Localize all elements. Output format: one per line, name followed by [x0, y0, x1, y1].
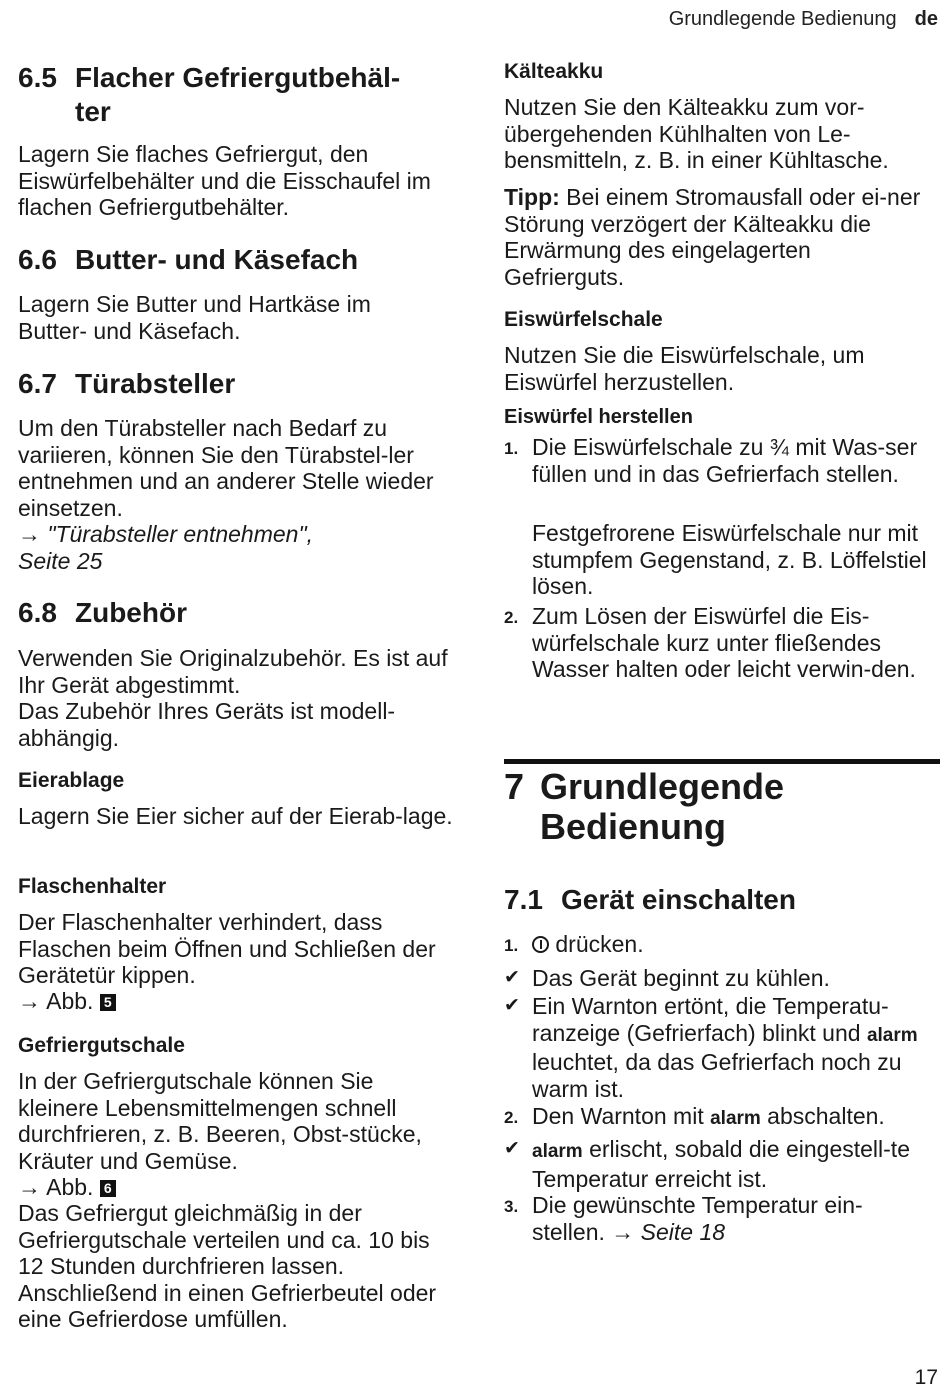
step-number: 1.: [504, 439, 519, 458]
instruction-step: [504, 1103, 940, 1133]
result-text: erlischt, sobald die eingestell-te Temperatur erreicht ist.: [532, 1136, 910, 1192]
kaelteakku-body: Nutzen Sie den Kälteakku zum vor-übergehenden Kühlhalten von Le-bensmitteln, z. B. in einer Kühltasche.: [504, 94, 889, 173]
section-6-7-heading: [18, 367, 235, 401]
tip-paragraph: [504, 184, 934, 290]
section-number: 7.1: [504, 884, 543, 915]
section-title: Türabsteller: [75, 368, 236, 399]
flaschenhalter-heading: Flaschenhalter: [18, 875, 167, 898]
section-7-1-heading: [504, 883, 796, 917]
power-icon: [532, 936, 549, 953]
result-text: leuchtet, da das Gefrierfach noch zu warm ist.: [532, 1049, 902, 1102]
eiswuerfelschale-body: Nutzen Sie die Eiswürfelschale, um Eiswürfel herzustellen.: [504, 342, 865, 395]
step-number: 1.: [504, 936, 519, 955]
section-6-8-note: Das Zubehör Ihres Geräts ist modell-abhängig.: [18, 698, 396, 751]
step-text: Die gewünschte Temperatur ein-stellen.: [532, 1192, 863, 1245]
section-6-5-body: Lagern Sie flaches Gefriergut, den Eiswürfelbehälter und die Eisschaufel im flachen Gefriergutbehälter.: [18, 141, 431, 220]
figure-ref-label: → Abb.: [18, 988, 94, 1014]
section-6-5-heading: [18, 61, 435, 129]
gefriergutschale-heading: Gefriergutschale: [18, 1034, 185, 1057]
section-6-6-body: Lagern Sie Butter und Hartkäse im Butter- und Käsefach.: [18, 291, 371, 344]
figure-number-badge: 5: [100, 994, 116, 1011]
eiswuerfel-herstellen-heading: Eiswürfel herstellen: [504, 406, 693, 428]
alarm-display-label: alarm: [532, 1141, 583, 1162]
eierablage-heading: Eierablage: [18, 769, 125, 792]
eierablage-body: Lagern Sie Eier sicher auf der Eierab-lage.: [18, 803, 453, 829]
section-title: Flacher Gefriergutbehäl-ter: [75, 62, 401, 127]
gefriergutschale-instructions: Das Gefriergut gleichmäßig in der Gefriergutschale verteilen und ca. 10 bis 12 Stunden durchfrieren lassen. Anschließend in einen Gefrierbeutel oder eine Gefrierdose umfüllen.: [18, 1200, 437, 1332]
tip-label: Tipp:: [504, 184, 560, 210]
result-text: Das Gerät beginnt zu kühlen.: [532, 965, 830, 991]
section-number: 6.5: [18, 62, 57, 93]
section-title: Zubehör: [75, 597, 187, 628]
cross-reference-link[interactable]: → Seite 18: [611, 1218, 726, 1245]
step-note: Festgefrorene Eiswürfelschale nur mit stumpfem Gegenstand, z. B. Löffelstiel lösen.: [532, 520, 927, 599]
section-6-8-body: Verwenden Sie Originalzubehör. Es ist auf Ihr Gerät abgestimmt.: [18, 645, 448, 698]
step-text: drücken.: [549, 931, 644, 957]
header-section-title: Grundlegende Bedienung: [668, 8, 897, 30]
page-number: 17: [914, 1366, 938, 1389]
figure-ref-label: → Abb.: [18, 1174, 94, 1200]
flaschenhalter-figure-ref[interactable]: [18, 988, 116, 1015]
chapter-divider: [504, 759, 940, 764]
instruction-step: [504, 931, 934, 960]
figure-number-badge: 6: [100, 1180, 116, 1197]
section-number: 6.7: [18, 368, 57, 399]
chapter-number: 7: [504, 766, 525, 807]
section-number: 6.8: [18, 597, 57, 628]
step-number: 2.: [504, 608, 519, 627]
result-item: [504, 993, 934, 1102]
gefriergutschale-figure-ref[interactable]: [18, 1174, 116, 1201]
instruction-step: [504, 603, 934, 683]
gefriergutschale-body: In der Gefriergutschale können Sie kleinere Lebensmittelmengen schnell durchfrieren, z. B. Beeren, Obst-stücke, Kräuter und Gemüse.: [18, 1068, 422, 1174]
check-icon: ✔: [504, 1138, 520, 1159]
result-text: Ein Warnton ertönt, die Temperatu-ranzeige (Gefrierfach) blinkt und: [532, 993, 889, 1046]
section-number: 6.6: [18, 244, 57, 275]
step-number: 2.: [504, 1108, 519, 1127]
chapter-7-heading: [504, 767, 924, 847]
cross-reference-link[interactable]: → "Türabsteller entnehmen", Seite 25: [18, 521, 314, 574]
section-title: Butter- und Käsefach: [75, 244, 359, 275]
header-language-code: de: [914, 8, 938, 30]
section-6-7-body: Um den Türabsteller nach Bedarf zu variieren, können Sie den Türabstel-ler entnehmen und an anderer Stelle wieder einsetzen.: [18, 415, 434, 521]
chapter-title: Grundlegende Bedienung: [540, 766, 785, 847]
check-icon: ✔: [504, 995, 520, 1016]
result-item: [504, 965, 934, 992]
step-text: Den Warnton mit: [532, 1103, 711, 1129]
section-6-6-heading: [18, 243, 358, 277]
eiswuerfelschale-heading: Eiswürfelschale: [504, 308, 663, 331]
alarm-button-label: alarm: [710, 1108, 761, 1129]
section-6-8-heading: [18, 596, 187, 630]
running-header: [669, 8, 938, 31]
instruction-step: [504, 434, 934, 487]
section-title: Gerät einschalten: [561, 884, 796, 915]
kaelteakku-heading: Kälteakku: [504, 60, 604, 83]
tip-text: Bei einem Stromausfall oder ei-ner Störung verzögert der Kälteakku die Erwärmung des eingelagerten Gefrierguts.: [504, 184, 921, 290]
step-text: Zum Lösen der Eiswürfel die Eis-würfelschale kurz unter fließendes Wasser halten oder leicht verwin-den.: [532, 603, 916, 682]
step-number: 3.: [504, 1197, 519, 1216]
flaschenhalter-body: Der Flaschenhalter verhindert, dass Flaschen beim Öffnen und Schließen der Gerätetür kippen.: [18, 909, 436, 988]
check-icon: ✔: [504, 967, 520, 988]
step-text: abschalten.: [760, 1103, 885, 1129]
step-text: Die Eiswürfelschale zu ¾ mit Was-ser füllen und in das Gefrierfach stellen.: [532, 434, 918, 487]
result-item: [504, 1136, 940, 1192]
instruction-step: [504, 1192, 924, 1245]
alarm-display-label: alarm: [866, 1024, 918, 1046]
